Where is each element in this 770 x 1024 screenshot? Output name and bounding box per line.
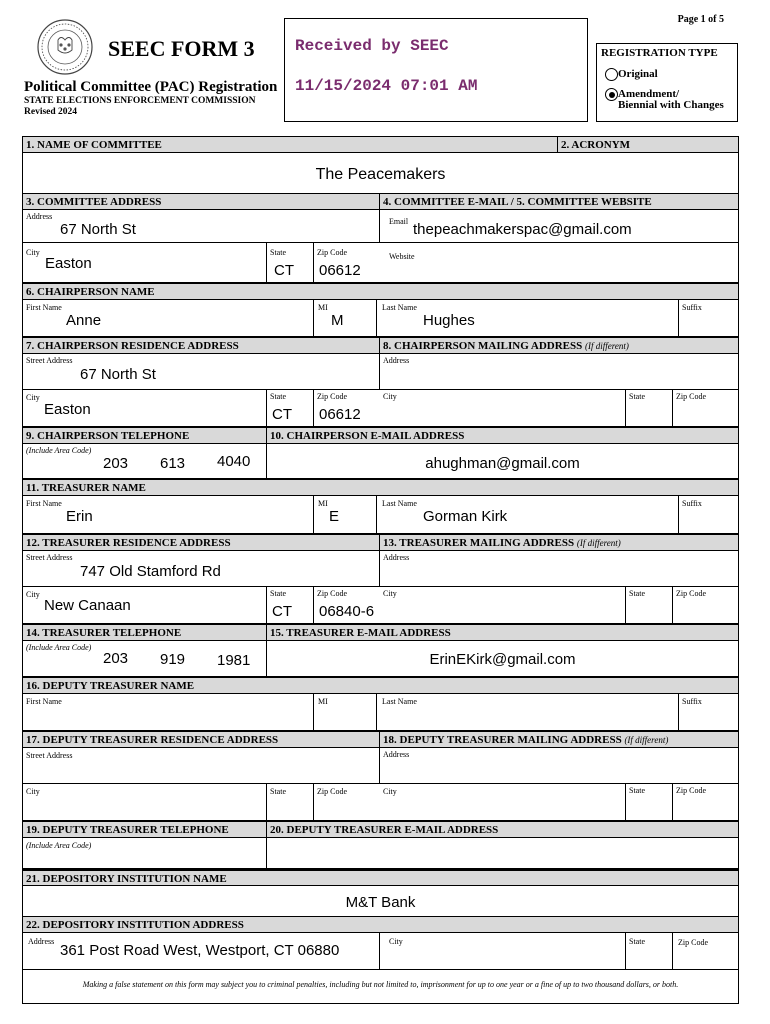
chair-mail-state-label: State	[629, 392, 645, 401]
chair-street-value[interactable]: 67 North St	[80, 366, 156, 383]
committee-name-value: The Peacemakers	[315, 166, 446, 183]
stamp-line-1: Received by SEEC	[295, 37, 449, 55]
treasurer-last-label: Last Name	[382, 499, 417, 508]
section-1-header: 1. NAME OF COMMITTEE	[22, 136, 558, 153]
section-3-header: 3. COMMITTEE ADDRESS	[22, 193, 380, 210]
chair-mail-address-label: Address	[383, 356, 410, 365]
deputy-phone-row	[22, 837, 739, 869]
zip-label: Zip Code	[317, 248, 347, 257]
radio-amendment-label-2: Biennial with Changes	[618, 99, 724, 111]
treasurer-mail-address-label: Address	[383, 553, 410, 562]
chair-suffix-label: Suffix	[682, 303, 702, 312]
registration-type-box	[596, 43, 738, 122]
chair-first-value[interactable]: Anne	[66, 312, 102, 329]
section-8-title: 8. CHAIRPERSON MAILING ADDRESS	[383, 340, 583, 352]
deputy-city-label: City	[26, 787, 40, 796]
received-stamp	[284, 18, 588, 122]
section-18-header	[379, 731, 739, 748]
section-18-note: (If different)	[624, 735, 669, 745]
section-4-header: 4. COMMITTEE E-MAIL / 5. COMMITTEE WEBSITE	[379, 193, 739, 210]
committee-address-value[interactable]: 67 North St	[60, 221, 136, 238]
chair-last-label: Last Name	[382, 303, 417, 312]
depository-name-field[interactable]	[22, 885, 739, 917]
section-2-header: 2. ACRONYM	[557, 136, 739, 153]
radio-original[interactable]	[605, 68, 618, 81]
section-8-note: (If different)	[585, 341, 629, 351]
form-subtitle: Political Committee (PAC) Registration	[24, 79, 278, 95]
treasurer-state-label: State	[270, 589, 286, 598]
chair-mi-label: MI	[318, 303, 328, 312]
section-16-header: 16. DEPUTY TREASURER NAME	[22, 677, 739, 694]
chair-state-label: State	[270, 392, 286, 401]
revised-date: Revised 2024	[24, 107, 78, 117]
deputy-last-label: Last Name	[382, 697, 417, 706]
radio-amendment[interactable]	[605, 88, 618, 101]
deputy-phone-note: (Include Area Code)	[26, 841, 92, 850]
registration-type-title: REGISTRATION TYPE	[601, 47, 718, 59]
treasurer-mail-zip-label: Zip Code	[676, 589, 706, 598]
chair-phone-note: (Include Area Code)	[26, 446, 92, 455]
deputy-mail-zip-label: Zip Code	[676, 786, 706, 795]
stamp-line-2: 11/15/2024 07:01 AM	[295, 77, 478, 95]
chair-mail-city-label: City	[383, 392, 397, 401]
website-label: Website	[389, 252, 415, 261]
penalty-footer: Making a false statement on this form may subject you to criminal penalties, including but not limited to, imprisonment for up to one year or a fine of up to two thousand dollars, or both.	[82, 980, 679, 989]
depository-address-value[interactable]: 361 Post Road West, Westport, CT 06880	[60, 942, 340, 959]
treasurer-phone-prefix[interactable]: 919	[160, 651, 186, 668]
radio-amendment-dot	[609, 92, 615, 98]
section-15-header: 15. TREASURER E-MAIL ADDRESS	[266, 624, 739, 641]
treasurer-street-label: Street Address	[26, 553, 73, 562]
section-6-header: 6. CHAIRPERSON NAME	[22, 283, 739, 300]
section-9-header: 9. CHAIRPERSON TELEPHONE	[22, 427, 267, 444]
treasurer-email-value[interactable]: ErinEKirk@gmail.com	[429, 651, 576, 668]
treasurer-mail-state-label: State	[629, 589, 645, 598]
section-11-header: 11. TREASURER NAME	[22, 479, 739, 496]
state-label: State	[270, 248, 286, 257]
section-20-header: 20. DEPUTY TREASURER E-MAIL ADDRESS	[266, 821, 739, 838]
committee-zip-value[interactable]: 06612	[319, 262, 361, 279]
section-8-header	[379, 337, 739, 354]
treasurer-mi-value[interactable]: E	[329, 508, 340, 525]
section-13-title: 13. TREASURER MAILING ADDRESS	[383, 537, 575, 549]
depository-state-label: State	[629, 937, 645, 946]
depository-city-label: City	[389, 937, 403, 946]
section-14-header: 14. TREASURER TELEPHONE	[22, 624, 267, 641]
deputy-state-label: State	[270, 787, 286, 796]
radio-original-label: Original	[618, 68, 658, 80]
section-10-header: 10. CHAIRPERSON E-MAIL ADDRESS	[266, 427, 739, 444]
treasurer-phone-line[interactable]: 1981	[217, 652, 251, 669]
section-7-header: 7. CHAIRPERSON RESIDENCE ADDRESS	[22, 337, 380, 354]
treasurer-city-value[interactable]: New Canaan	[44, 597, 131, 614]
treasurer-street-value[interactable]: 747 Old Stamford Rd	[80, 563, 221, 580]
chair-city-value[interactable]: Easton	[44, 401, 91, 418]
deputy-zip-label: Zip Code	[317, 787, 347, 796]
depository-address-label: Address	[28, 937, 55, 946]
treasurer-state-value[interactable]: CT	[272, 603, 292, 620]
chair-name-row	[22, 299, 739, 337]
treasurer-phone-note: (Include Area Code)	[26, 643, 92, 652]
section-22-header: 22. DEPOSITORY INSTITUTION ADDRESS	[22, 916, 739, 933]
email-label: Email	[389, 217, 409, 226]
chair-first-label: First Name	[26, 303, 62, 312]
deputy-mi-label: MI	[318, 697, 328, 706]
city-label: City	[26, 248, 40, 257]
deputy-mail-state-label: State	[629, 786, 645, 795]
committee-name-field[interactable]	[22, 152, 739, 194]
depository-name-value: M&T Bank	[345, 894, 416, 911]
form-title: SEEC FORM 3	[108, 36, 255, 61]
treasurer-zip-value[interactable]: 06840-6	[319, 603, 375, 620]
chair-street-label: Street Address	[26, 356, 73, 365]
chair-mail-zip-label: Zip Code	[676, 392, 706, 401]
section-18-title: 18. DEPUTY TREASURER MAILING ADDRESS	[383, 734, 622, 746]
chair-email-value[interactable]: ahughman@gmail.com	[425, 455, 580, 472]
page-label: Page 1 of 5	[677, 14, 724, 25]
treasurer-last-value[interactable]: Gorman Kirk	[423, 508, 508, 525]
committee-city-value[interactable]: Easton	[45, 255, 92, 272]
deputy-name-row	[22, 693, 739, 731]
deputy-street-label: Street Address	[26, 751, 73, 760]
treasurer-phone-area[interactable]: 203	[103, 650, 129, 667]
section-17-header: 17. DEPUTY TREASURER RESIDENCE ADDRESS	[22, 731, 380, 748]
treasurer-city-label: City	[26, 590, 40, 599]
section-21-header: 21. DEPOSITORY INSTITUTION NAME	[22, 869, 739, 886]
state-seal-icon	[36, 18, 94, 76]
section-13-note: (If different)	[576, 538, 621, 548]
deputy-first-label: First Name	[26, 697, 62, 706]
chair-phone-line[interactable]: 4040	[217, 453, 251, 470]
chair-phone-prefix[interactable]: 613	[160, 455, 186, 472]
treasurer-zip-label: Zip Code	[317, 589, 347, 598]
chair-last-value[interactable]: Hughes	[423, 312, 475, 329]
deputy-street-row	[22, 747, 739, 784]
chair-phone-area[interactable]: 203	[103, 455, 129, 472]
deputy-suffix-label: Suffix	[682, 697, 702, 706]
address-label: Address	[26, 212, 53, 221]
chair-state-value[interactable]: CT	[272, 406, 292, 423]
chair-city-label: City	[26, 393, 40, 402]
radio-amendment-label: Amendment/	[618, 88, 680, 100]
treasurer-first-value[interactable]: Erin	[66, 508, 93, 525]
deputy-mail-address-label: Address	[383, 750, 410, 759]
treasurer-name-row	[22, 495, 739, 534]
chair-mi-value[interactable]: M	[331, 312, 344, 329]
chair-zip-label: Zip Code	[317, 392, 347, 401]
agency-name: STATE ELECTIONS ENFORCEMENT COMMISSION	[24, 96, 256, 106]
treasurer-suffix-label: Suffix	[682, 499, 702, 508]
committee-email-value[interactable]: thepeachmakerspac@gmail.com	[413, 221, 632, 238]
city-row	[22, 242, 739, 283]
treasurer-first-label: First Name	[26, 499, 62, 508]
deputy-mail-city-label: City	[383, 787, 397, 796]
committee-state-value[interactable]: CT	[274, 262, 294, 279]
section-13-header	[379, 534, 739, 551]
treasurer-mail-city-label: City	[383, 589, 397, 598]
section-19-header: 19. DEPUTY TREASURER TELEPHONE	[22, 821, 267, 838]
chair-zip-value[interactable]: 06612	[319, 406, 361, 423]
treasurer-mi-label: MI	[318, 499, 328, 508]
section-12-header: 12. TREASURER RESIDENCE ADDRESS	[22, 534, 380, 551]
depository-zip-label: Zip Code	[678, 938, 708, 947]
